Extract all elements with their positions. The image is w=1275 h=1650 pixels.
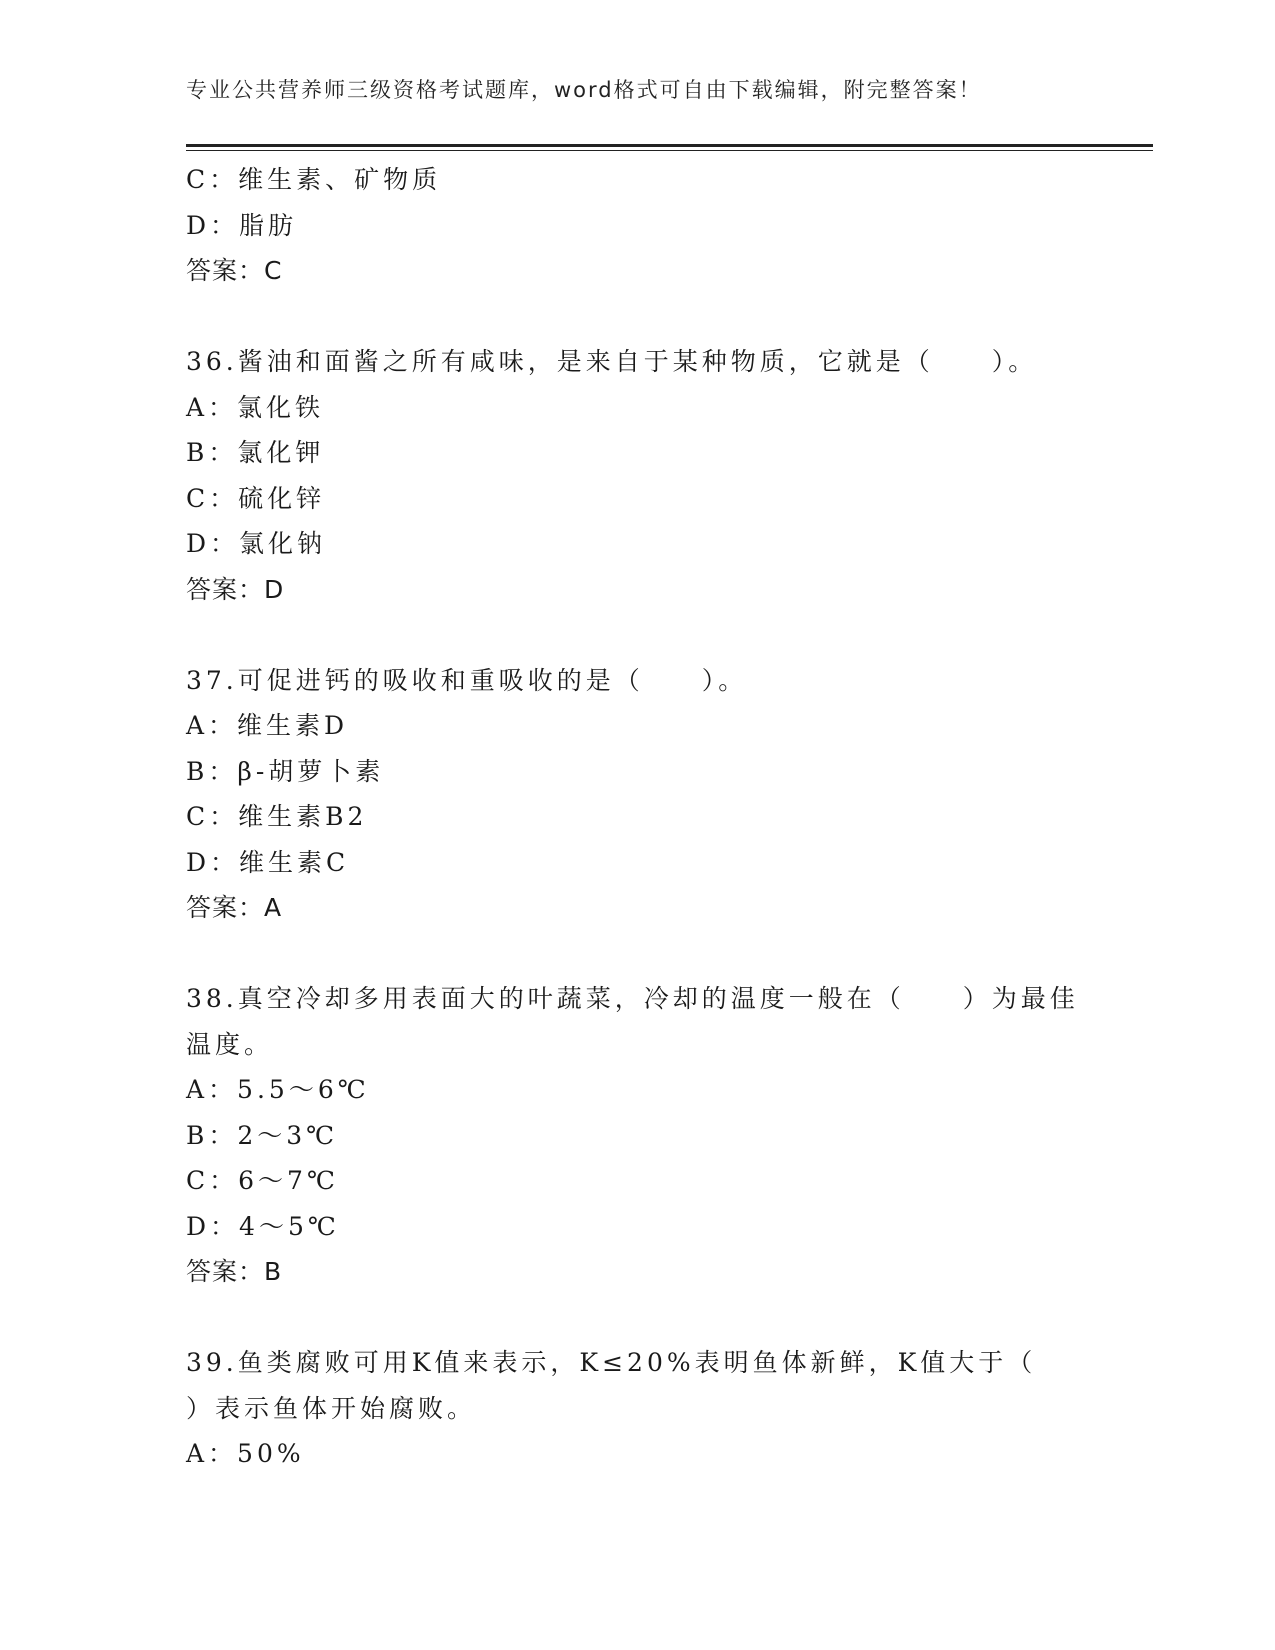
answer: 答案：B xyxy=(186,1257,283,1286)
option-b: B：β-胡萝卜素 xyxy=(186,756,385,786)
option-b: B：2～3℃ xyxy=(186,1120,339,1150)
option-a: A：50% xyxy=(186,1439,305,1468)
option-c: C：维生素、矿物质 xyxy=(186,165,442,194)
question-38-line-2: 温度。 xyxy=(186,1029,274,1059)
question-39-line-1: 39.鱼类腐败可用K值来表示，K≤20%表明鱼体新鲜，K值大于（ xyxy=(186,1348,1037,1377)
option-d: D：脂肪 xyxy=(186,210,298,240)
option-a: A：5.5～6℃ xyxy=(186,1075,370,1104)
spacer xyxy=(186,1295,1086,1341)
answer: 答案：C xyxy=(186,256,283,285)
option-a: A：氯化铁 xyxy=(186,392,325,422)
option-d: D：维生素C xyxy=(186,847,350,877)
question-content xyxy=(186,157,1086,1477)
header-rule-thin xyxy=(186,150,1153,151)
page-header: 专业公共营养师三级资格考试题库，word格式可自由下载编辑，附完整答案！ xyxy=(186,78,982,102)
question-38-line-1: 38.真空冷却多用表面大的叶蔬菜，冷却的温度一般在（ ）为最佳 xyxy=(186,984,1079,1013)
option-d: D：氯化钠 xyxy=(186,529,327,558)
option-d: D：4～5℃ xyxy=(186,1211,340,1241)
option-c: C：维生素B2 xyxy=(186,802,368,831)
answer: 答案：D xyxy=(186,574,285,604)
answer: 答案：A xyxy=(186,893,283,922)
option-c: C：6～7℃ xyxy=(186,1166,339,1195)
option-a: A：维生素D xyxy=(186,711,349,740)
question-37: 37.可促进钙的吸收和重吸收的是（ ）。 xyxy=(186,665,748,695)
header-rule-thick xyxy=(186,144,1153,147)
spacer xyxy=(186,612,1086,658)
option-b: B：氯化钾 xyxy=(186,438,325,467)
option-c: C：硫化锌 xyxy=(186,483,326,513)
spacer xyxy=(186,931,1086,977)
question-39-line-2: ）表示鱼体开始腐败。 xyxy=(186,1393,477,1423)
question-36: 36.酱油和面酱之所有咸味，是来自于某种物质，它就是（ ）。 xyxy=(186,347,1038,376)
spacer xyxy=(186,294,1086,340)
